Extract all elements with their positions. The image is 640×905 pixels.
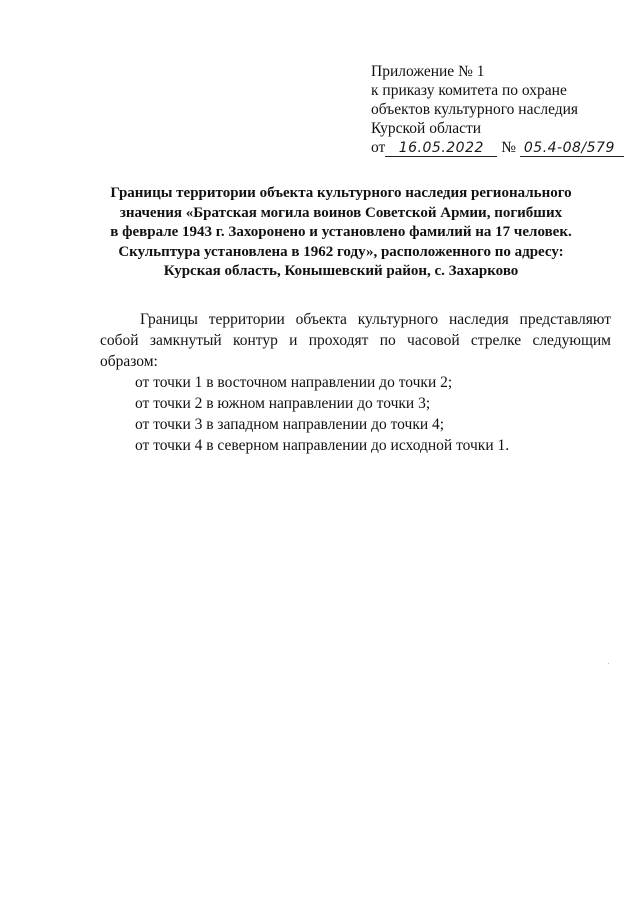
order-date-number-line — [371, 138, 615, 157]
annex-number-line: Приложение № 1 — [371, 63, 485, 80]
title-line-5: Курская область, Конышевский район, с. Захарково — [163, 263, 519, 279]
title-line-4: Скульптура установлена в 1962 году», расположенного по адресу: — [118, 243, 564, 260]
from-label: от — [371, 139, 386, 156]
boundary-item: от точки 2 в южном направлении до точки 3; — [135, 395, 431, 412]
handwritten-order-number: 05.4-08/579 — [520, 141, 624, 157]
annex-region-line: Курской области — [371, 120, 482, 137]
annex-committee-line: объектов культурного наследия — [371, 101, 579, 118]
annex-header — [371, 62, 615, 157]
boundary-item: от точки 4 в северном направлении до исходной точки 1. — [135, 437, 510, 454]
title-line-2: значения «Братская могила воинов Советской Армии, погибших — [119, 204, 563, 221]
boundary-item: от точки 1 в восточном направлении до точки 2; — [135, 374, 453, 391]
scan-speck — [608, 663, 609, 664]
title-line-3: в феврале 1943 г. Захоронено и установлено фамилий на 17 человек. — [110, 224, 572, 240]
handwritten-order-date: 16.05.2022 — [385, 141, 497, 157]
intro-paragraph: Границы территории объекта культурного наследия представляют собой замкнутый контур и проходят по часовой стрелке следующим образом: — [100, 311, 611, 370]
boundary-item: от точки 3 в западном направлении до точки 4; — [135, 416, 445, 433]
title-line-1: Границы территории объекта культурного наследия регионального — [110, 185, 572, 201]
document-title — [70, 184, 612, 282]
number-sign-label: № — [501, 139, 516, 156]
annex-order-line: к приказу комитета по охране — [371, 82, 567, 99]
document-body — [100, 309, 611, 456]
